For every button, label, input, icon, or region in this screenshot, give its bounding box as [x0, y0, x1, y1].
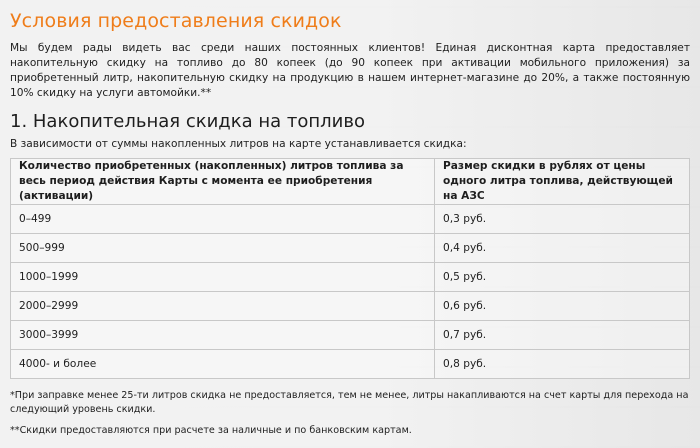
discount-table: [10, 158, 690, 379]
cell-liters: 4000- и более: [11, 350, 435, 379]
cell-liters: 1000–1999: [11, 263, 435, 292]
header-discount: Размер скидки в рублях от цены одного литра топлива, действующей на АЗС: [435, 159, 690, 205]
footnote-min-liters: *При заправке менее 25-ти литров скидка не предоставляется, тем не менее, литры накапливаются на счет карты для перехода на следующий уровень скидки.: [10, 390, 689, 415]
table-row: [11, 321, 690, 350]
cell-liters: 500–999: [11, 234, 435, 263]
page-title: Условия предоставления скидок: [10, 10, 342, 32]
table-row: [11, 292, 690, 321]
table-row: [11, 234, 690, 263]
cell-liters: 2000–2999: [11, 292, 435, 321]
cell-liters: 3000–3999: [11, 321, 435, 350]
table-row: [11, 350, 690, 379]
cell-discount: 0,4 руб.: [435, 234, 690, 263]
table-row: [11, 205, 690, 234]
section-title-fuel-discount: 1. Накопительная скидка на топливо: [10, 111, 365, 132]
table-row: [11, 263, 690, 292]
cell-discount: 0,8 руб.: [435, 350, 690, 379]
table-lead-text: В зависимости от суммы накопленных литров на карте устанавливается скидка:: [10, 138, 467, 150]
cell-discount: 0,3 руб.: [435, 205, 690, 234]
cell-discount: 0,7 руб.: [435, 321, 690, 350]
cell-discount: 0,5 руб.: [435, 263, 690, 292]
intro-paragraph: Мы будем рады видеть вас среди наших постоянных клиентов! Единая дисконтная карта предоставляет накопительную скидку на топливо до 80 копеек (до 90 копеек при активации мобильного приложения) за приобретенный литр, накопительную скидку на продукцию в нашем интернет-магазине до 20%, а также постоянную 10% скидку на услуги автомойки.**: [10, 42, 690, 99]
footnote-payment-methods: **Скидки предоставляются при расчете за наличные и по банковским картам.: [10, 425, 412, 436]
header-liters: Количество приобретенных (накопленных) литров топлива за весь период действия Карты с момента ее приобретения (активации): [11, 159, 435, 205]
cell-liters: 0–499: [11, 205, 435, 234]
table-header-row: [11, 159, 690, 205]
cell-discount: 0,6 руб.: [435, 292, 690, 321]
